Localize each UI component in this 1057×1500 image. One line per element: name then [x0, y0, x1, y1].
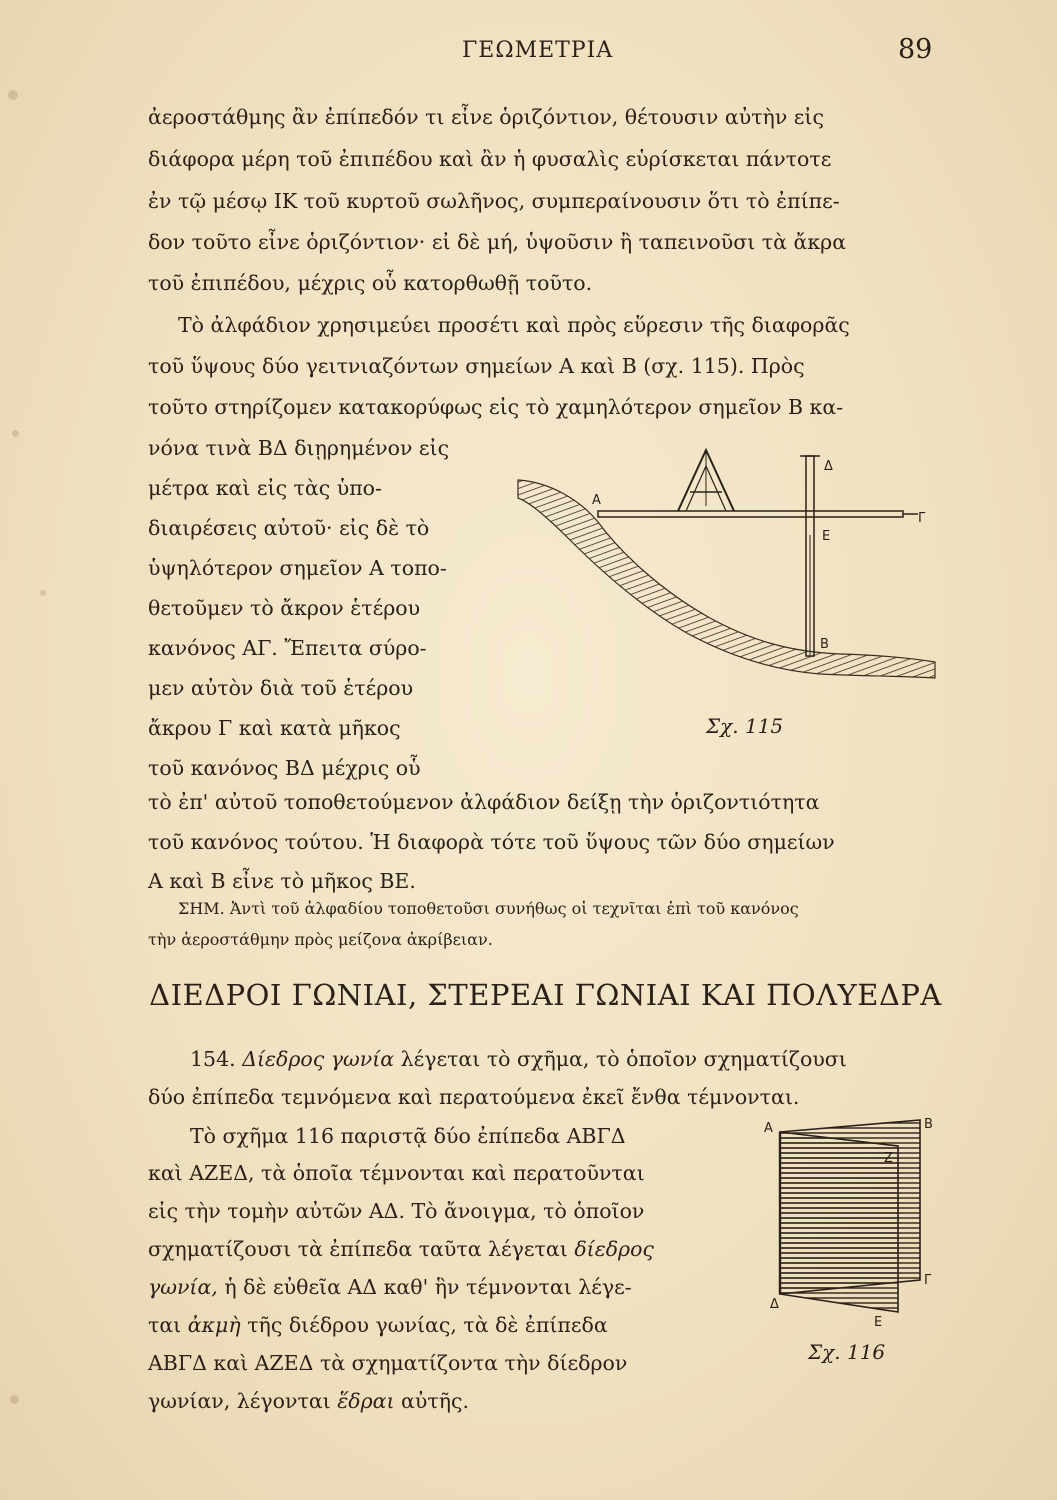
text-line: ἀεροστάθμης ἂν ἐπίπεδόν τι εἶνε ὁριζόντιον, θέτουσιν αὐτὴν εἰς [148, 105, 824, 129]
label-e: Ε [874, 1315, 883, 1330]
figure-115 [510, 440, 940, 700]
term-dihedros: δίεδρος [574, 1237, 654, 1261]
text-line: τοῦ ὕψους δύο γειτνιαζόντων σημείων Α καὶ Β (σχ. 115). Πρὸς [148, 354, 805, 378]
label-g: Γ [918, 511, 926, 526]
text-span: τῆς διέδρου γωνίας, τὰ δὲ ἐπίπεδα [247, 1313, 608, 1337]
text-line: δύο ἐπίπεδα τεμνόμενα καὶ περατούμενα ἐκεῖ ἔνθα τέμνονται. [148, 1085, 800, 1109]
page-stain [40, 590, 46, 596]
label-g: Γ [924, 1273, 932, 1288]
figure-115-drawing [510, 440, 940, 700]
text-line: δον τοῦτο εἶνε ὁριζόντιον· εἰ δὲ μή, ὑψοῦσιν ἢ ταπεινοῦσι τὰ ἄκρα [148, 230, 847, 254]
text-line: ἐν τῷ μέσῳ ΙΚ τοῦ κυρτοῦ σωλῆνος, συμπεραίνουσιν ὅτι τὸ ἐπίπε- [148, 189, 840, 213]
label-a: Α [592, 493, 601, 508]
label-a: Α [764, 1121, 773, 1136]
page-stain [12, 430, 19, 437]
ground-slope [518, 480, 935, 678]
text-line: τοῦ ἐπιπέδου, μέχρις οὗ κατορθωθῇ τοῦτο. [148, 271, 593, 295]
running-title: ΓΕΩΜΕΤΡΙΑ [462, 38, 614, 63]
plane-azed [780, 1132, 898, 1312]
text-line: διαιρέσεις αὐτοῦ· εἰς δὲ τὸ [148, 516, 430, 540]
text-span: σχηματίζουσι τὰ ἐπίπεδα ταῦτα λέγεται [148, 1237, 568, 1261]
note-line: τὴν ἀεροστάθμην πρὸς μείζονα ἀκρίβειαν. [148, 930, 493, 949]
text-line [148, 1386, 469, 1416]
text-line: τοῦ κανόνος ΒΔ μέχρις οὗ [148, 756, 421, 780]
text-line: κανόνος ΑΓ. Ἔπειτα σύρο- [148, 636, 427, 660]
label-z: Ζ [884, 1151, 893, 1166]
label-b: Β [820, 637, 829, 652]
text-line: ἄκρου Γ καὶ κατὰ μῆκος [148, 716, 401, 740]
page-stain [10, 1395, 19, 1404]
label-d: Δ [770, 1297, 779, 1312]
section-heading: ΔΙΕΔΡΟΙ ΓΩΝΙΑΙ, ΣΤΕΡΕΑΙ ΓΩΝΙΑΙ ΚΑΙ ΠΟΛΥΕΔΡΑ [149, 978, 942, 1012]
text-span: λέγεται τὸ σχῆμα, τὸ ὁποῖον σχηματίζουσι [400, 1047, 847, 1071]
text-span: αὐτῆς. [401, 1389, 469, 1413]
text-line [148, 1272, 632, 1302]
text-line: Τὸ ἀλφάδιον χρησιμεύει προσέτι καὶ πρὸς εὕρεσιν τῆς διαφορᾶς [178, 313, 850, 337]
text-line: τοῦ κανόνος τούτου. Ἡ διαφορὰ τότε τοῦ ὕψους τῶν δύο σημείων [148, 830, 835, 854]
text-line: μέτρα καὶ εἰς τὰς ὑπο- [148, 476, 382, 500]
text-line: τὸ ἐπ' αὐτοῦ τοποθετούμενον ἀλφάδιον δείξῃ τὴν ὁριζοντιότητα [148, 790, 820, 814]
figure-116 [760, 1112, 950, 1332]
rule-ag [598, 511, 903, 517]
figure-116-drawing [760, 1112, 950, 1332]
figure-115-caption: Σχ. 115 [706, 714, 784, 738]
text-span: γωνίαν, λέγονται [148, 1389, 331, 1413]
text-line [190, 1044, 847, 1074]
text-line: ὑψηλότερον σημεῖον Α τοπο- [148, 556, 447, 580]
running-head [0, 34, 1057, 74]
text-line: νόνα τινὰ ΒΔ διῃρημένον εἰς [148, 436, 450, 460]
term-akmi: ἀκμὴ [187, 1313, 241, 1337]
term-dihedral-angle: Δίεδρος γωνία [242, 1047, 395, 1071]
page-stain [8, 90, 18, 100]
figure-116-caption: Σχ. 116 [808, 1340, 886, 1364]
label-e: Ε [822, 529, 831, 544]
text-line [148, 1234, 654, 1264]
text-line: διάφορα μέρη τοῦ ἐπιπέδου καὶ ἂν ἡ φυσαλὶς εὑρίσκεται πάντοτε [148, 147, 832, 171]
term-edrai: ἕδραι [337, 1389, 395, 1413]
text-line: εἰς τὴν τομὴν αὐτῶν ΑΔ. Τὸ ἄνοιγμα, τὸ ὁποῖον [148, 1199, 645, 1223]
term-gonia: γωνία, [148, 1275, 218, 1299]
article-number: 154. [190, 1047, 236, 1071]
label-d: Δ [824, 459, 833, 474]
text-line: Α καὶ Β εἶνε τὸ μῆκος ΒΕ. [148, 869, 416, 893]
text-line: θετοῦμεν τὸ ἄκρον ἑτέρου [148, 596, 421, 620]
page-number: 89 [898, 34, 933, 65]
text-line: ΑΒΓΔ καὶ ΑΖΕΔ τὰ σχηματίζοντα τὴν δίεδρον [148, 1351, 628, 1375]
text-line: Τὸ σχῆμα 116 παριστᾷ δύο ἐπίπεδα ΑΒΓΔ [190, 1124, 626, 1148]
text-line: τοῦτο στηρίζομεν κατακορύφως εἰς τὸ χαμηλότερον σημεῖον Β κα- [148, 395, 844, 419]
text-line [148, 1310, 608, 1340]
label-b: Β [924, 1117, 933, 1132]
text-span: ἡ δὲ εὐθεῖα ΑΔ καθ' ἣν τέμνονται λέγε- [224, 1275, 632, 1299]
note-line: ΣΗΜ. Ἀντὶ τοῦ ἀλφαδίου τοποθετοῦσι συνήθως οἱ τεχνῖται ἐπὶ τοῦ κανόνος [178, 899, 799, 918]
text-line: καὶ ΑΖΕΔ, τὰ ὁποῖα τέμνονται καὶ περατοῦνται [148, 1161, 645, 1185]
text-span: ται [148, 1313, 182, 1337]
text-line: μεν αὐτὸν διὰ τοῦ ἑτέρου [148, 676, 414, 700]
